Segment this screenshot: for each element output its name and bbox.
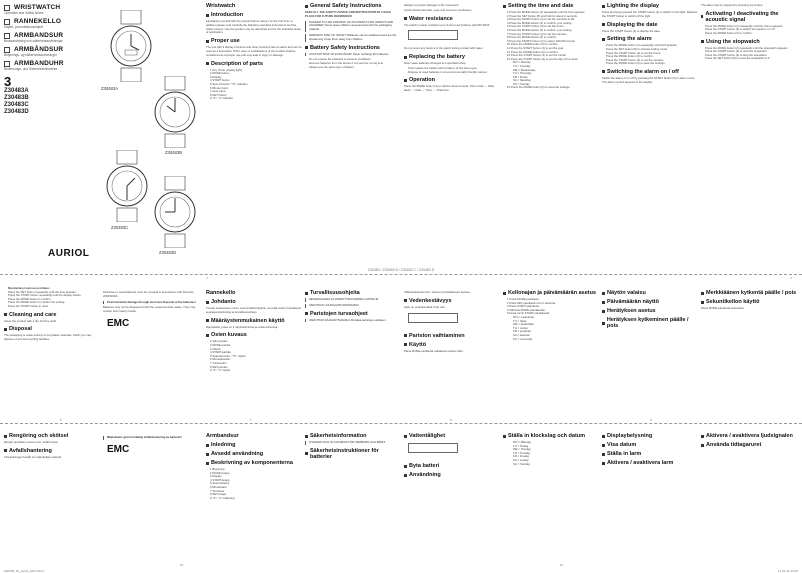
water-symbol-illustration [408,30,458,40]
page-number: 6 [60,418,62,422]
se-col-1 [4,430,100,565]
en-parts-list [206,69,302,101]
list-item: WE = Onsdag [513,447,531,452]
list-item: Press the START button to reset. [8,303,49,308]
watch-d-illustration [153,176,197,248]
list-item: Only replace the battery with a battery of the same type. [408,65,478,70]
fi-purpose-text: Rannekello, jossa on 9 näyttötoimintoa ja muita toimintoja. [206,324,279,329]
en-purpose-text: The unit with 9 display functions and other functions has an alarm and can be used as a stopwatch. Other uses or modifications of the product shall be considered as improper use and may lead to injury or damage. [206,45,302,57]
list-item: 6 Minuuttiosoitin [210,357,231,362]
fi-col-6 [503,287,599,417]
fi-col-1 [4,287,100,417]
fi-heading-disposal: Disposal [4,326,100,332]
cover-lang-fi-sub: Käyttö- ja turvallisuusohjeet [4,25,43,29]
cover-lang-dk: ARMBÅNDSUR [14,46,64,53]
list-item: 8 Press the MODE button (2) to confirm. [507,35,557,40]
fi-care-text: Clean the product with a dry, lint-free cloth. [4,318,57,323]
cover-models [4,88,92,116]
list-item: 2 Press the SET button (8) and hold for about 2 seconds. [507,13,578,18]
se-heading-care: Rengöring och skötsel [4,433,100,439]
se-heading-purpose: Avsedd användning [206,451,302,457]
se-heading-date: Visa datum [602,442,698,448]
en-heading-alarm: Setting the alarm [602,36,698,42]
water-symbol-illustration [408,443,458,453]
en-warning-battery: WARNING! RISK OF INJURY! Batteries can be swallowed and are life-threatening. Keep them away from children. [305,34,401,42]
en-battery-caution: CAUTION! RISK OF EXPLOSION! Never recharge the batteries. [305,53,401,57]
illustration-panel [95,0,203,263]
list-item: 8 SET-knapp [210,492,227,497]
fi-heading-stopwatch: Sekuntikellon käyttö [701,299,799,305]
en-text: display to prevent damage to the movement. [404,3,460,7]
en-col-5 [602,0,698,263]
list-item: Press the SET button (8) to activate setting mode. [606,46,668,51]
list-item: 4 START-knapp [210,477,230,482]
fi-heading-parts: Osien kuvaus [206,332,302,338]
en-heading-light: Lighting the display [602,3,698,9]
band1-sub-label: Z30483 / Z30483 B / Z30483 C / Z30483 D [367,268,435,272]
list-item: 3 Paina START-painiketta. [507,304,540,309]
en-operation-text: Press the MODE button (2) to call the desired mode: Time mode → Daily alarm → Date → Timer → Dual time. [404,84,495,92]
en-heading-wristwatch: Wristwatch [206,3,236,9]
list-item: 3 Display [210,474,222,479]
flag-se-icon [4,33,10,39]
cover-lang-se-sub: Bruksanvisning och säkerhetsanvisningar [4,39,63,43]
en-light-text: Press and keep pressed the START button (4) to switch on the light. Release the START button to switch off the light. [602,10,698,18]
finnish-spread [0,287,802,417]
en-heading-purpose: Proper use [206,38,302,44]
list-item: Press the MODE button (2) repeatedly until the chime appears. [705,23,784,28]
en-heading-water: Water resistance [404,16,500,22]
list-item: 9 Press the START button (4) to select 12h/24h format. [507,38,576,43]
en-heading-battery: Battery Safety Instructions [305,45,401,51]
fi-disposal-text: The packaging is made entirely of recyclable materials, which you may dispose of at local recycling facilities. [4,333,92,342]
list-item: Press the MODE button to confirm. [8,296,52,301]
se-care-text: Rengör produkten med en torr, luddfri trasa. [4,440,59,444]
fi-water-text: Kello on vedenkestävä 3 bar asti. [404,304,446,309]
list-item: Remove batteries from the device if not used for a long time. [309,60,384,65]
list-item: Press the START button (4) to start the stopwatch. [705,49,768,54]
se-heading-operation: Användning [404,472,500,478]
en-heading-parts: Description of parts [206,61,302,67]
list-item: 3 Press the START button (4) to set the seconds to 00. [507,17,575,22]
list-item: 6 Minute hand [210,85,228,90]
list-item: 13 Press the START button (4) to set the month. [507,53,567,58]
fi-col-2 [103,287,199,417]
fi-battery-warning: VAROITUS! RÄJÄHDYSVAARA! Älä lataa paristoja uudelleen. [305,319,401,323]
page-number: 3 [206,276,208,280]
list-item: 2 Paina SET-painiketta noin 2 sekuntia. [507,300,556,305]
watch-a-label: Z30483A [101,86,118,91]
list-item: 9 "4" / "2" indikering [210,495,235,500]
page-number: 11 [560,563,564,567]
list-item: 1 Belysning [210,467,225,471]
se-heading-set-time: Ställa in klockslag och datum [503,433,599,439]
fi-heading-operation: Käyttö [404,342,500,348]
list-item: WE = Wednesday [513,67,536,72]
se-col-4 [305,430,401,565]
se-heading-wristwatch: Armbandsur [206,433,239,439]
fi-col-5 [404,287,500,417]
page-number: 8 [450,418,452,422]
list-item: 10 Press the MODE button (2) to confirm. [507,42,559,47]
en-col-4 [503,0,599,263]
en-heading-set-time: Setting the time and date [503,3,599,9]
se-disposal-text: Förpackningen består av miljövänliga material. [4,454,62,459]
list-item: SA = lauantai [513,332,530,337]
list-item: 6 Press the MODE button (2) to confirm your setting. [507,27,573,32]
fi-col-4 [305,287,401,417]
fi-env-text: Batteries may not be disposed of with the usual domestic waste. They may contain toxic heavy metals. [103,305,196,314]
list-item: 8 SET-painike [210,364,228,369]
se-col-6 [503,430,599,565]
cover-lang-fi: RANNEKELLO [14,18,62,25]
list-item: 9 "4" / "2" indicator [210,96,234,101]
se-col-2 [103,430,199,565]
list-item: 12 Press the MODE button (2) to confirm. [507,49,559,54]
en-heading-acoustic: Activating / deactivating the acoustic signal [701,11,799,23]
list-item: Press the START button (4) to set the minutes. [606,57,664,62]
watch-c-label: Z30483C [111,225,129,230]
list-item: 4 START-painike [210,350,231,355]
list-item: FR = Fredag [513,454,529,459]
list-item: 14 Press the START button (4) to set the day of the week. [507,56,579,61]
list-item: Press the MODE button to confirm the setting. [8,300,66,305]
fi-intro-text: Tutustu tuotteeseen ennen ensimmäistä käyttöä. Lue tätä varten huolellisesti seuraava käyttöohje ja turvallisuusohjeet. [206,306,301,314]
list-item: Dispose of used batteries in an environmentally friendly manner. [408,69,488,74]
flag-dk-icon [4,47,10,53]
list-item: 2 MODE-knapp [210,470,230,475]
se-heading-safety: Säkerhetsinformation [305,433,401,439]
list-item: WE = keskiviikko [513,322,535,327]
se-col-5 [404,430,500,565]
fi-heading-replace: Pariston vaihtaminen [404,333,500,339]
en-heading-intro: Introduction [206,12,302,18]
en-heading-battery-replace: Replacing the battery [404,54,500,60]
en-water-note: Do not press any buttons of the watch during contact with water. [404,46,484,51]
list-item: 9 "4" / "2" näyttö [210,368,231,373]
cover-lang-de: ARMBANDUHR [14,60,64,67]
en-danger-warning: DANGER TO LIFE AND RISK OF ACCIDENTS FOR INFANTS AND CHILDREN! Never leave children unsupervised with the packaging material. [305,21,401,32]
list-item: TU = tiistai [513,318,527,323]
page-number: 4 [790,276,792,280]
list-item: 5 Sekuntiosoitin / "Tri" näyttö [210,353,246,358]
en-battery-note: Note: Have batteries changed at a specialist shop. [404,61,467,66]
list-item: MO = Monday [513,60,531,65]
list-item: Press the SET button repeatedly until the time appears. [8,289,77,294]
fi-heading-purpose: Määräystenmukainen käyttö [206,318,302,324]
fi-col-8 [701,287,799,417]
page-number: 9 [650,418,652,422]
list-item: Press the START button (4) to set the hours. [606,50,662,55]
list-item: 7 Tuntiosoitin [210,360,227,365]
en-safety-intro: KEEP ALL THE SAFETY ADVICE AND INSTRUCTIONS IN A SAFE PLACE FOR FUTURE REFERENCE! [305,10,391,18]
model-a: Z30483A [4,88,29,94]
page-number: 10 [180,563,184,567]
list-item: 2 MODE-painike [210,342,231,347]
en-col-3 [404,0,500,263]
se-heading-replace: Byta batteri [404,463,500,469]
list-item: 1 Press the MODE button (2) repeatedly until the time appears. [507,10,586,14]
en-water-text: The watch is water resistant up to 3 bar in accordance with DIN 8310. [404,22,491,27]
fi-heading-wristwatch: Rannekello [206,290,236,296]
se-heading-alarm: Ställa in larm [602,451,698,457]
se-danger-warning: LIVSFARA OCH OLYCKSRISK FÖR SMÅBARN OCH BARN! [305,441,401,445]
list-item: TH = Thursday [513,71,532,76]
en-text: Avoid contact with skin, eyes and mucous membranes. [404,7,473,12]
list-item: 4 START button [210,78,230,83]
list-item: Press the MODE button (2) to confirm. [606,54,654,59]
fi-col-7 [602,287,698,417]
en-heading-switch-alarm: Switching the alarm on / off [602,69,698,75]
fi-text: Paina MODE-painiketta toistuvasti. [701,306,745,310]
english-spread [0,0,802,263]
se-col-7 [602,430,698,565]
se-heading-battery: Säkerhetsinstruktioner för batterier [305,448,401,460]
en-intro-text: Familiarise yourself with the product before using it for the first time. In addition please read carefully the following operating instructions and the safety notices. Use the product only as described and for the indicated areas of application. [206,19,301,35]
fi-heading-battery: Paristojen turvaohjeet [305,311,401,317]
list-item: SA = Saturday [513,78,531,83]
cover-title-sub: Operation and Safety Notes [4,11,44,15]
en-date-text: Press the START button (4) to display the date. [602,28,661,33]
list-item: SA = Lördag [513,457,529,462]
fi-warning: VAROITUS! LOUKKAANTUMISVAARA! [305,304,401,308]
en-text: The alarm can be stopped by pressing any button. [701,3,764,7]
list-item: 15 Press the MODE button (2) to save the settings. [507,85,571,90]
list-item: Press the MODE button (2) to save the settings. [606,61,666,66]
en-switch-text: Switch the alarm on or off by pressing the START button (4) in alarm mode. The alarm symbol appears in the display. [602,75,696,84]
model-b: Z30483B [4,95,29,101]
fi-col-3 [206,287,302,417]
list-item: 5 Press the START button (4) to set the hours. [507,24,565,29]
emc-logo: EMC [107,443,130,455]
list-item: TH = Torsdag [513,450,530,455]
watch-a-illustration [109,10,153,82]
list-item: 3 Näyttö [210,346,221,351]
cover-lang-de-sub: Bedienungs- und Sicherheitshinweise [4,67,58,71]
se-heading-disposal: Avfallshantering [4,448,100,454]
se-heading-parts: Beskrivning av komponenterna [206,460,302,466]
flag-fi-icon [4,19,10,25]
footer-date: 17.04.12 14:25 [777,569,798,573]
footer-file: Z30483_ID_Auriol_LB4.indd 3 [4,569,45,573]
list-item: 4 Press the MODE button (2) to confirm your setting. [507,20,573,25]
fi-heading-set-time: Kellonajan ja päivämäärän asetus [503,290,599,296]
flag-de-icon [4,61,10,67]
list-item: 2 MODE button [210,71,230,76]
en-col-1 [206,0,302,263]
cover-column [4,0,92,263]
list-item: Press the MODE button (2) repeatedly until the stopwatch appears. [705,45,789,50]
fi-text: Defective or used batteries must be recycled in accordance with Directive 2006/66/EC. [103,290,194,298]
fi-heading-alarm: Herätyksen asetus [602,308,698,314]
watch-c-illustration [105,150,149,222]
list-item: 1 Paina MODE-painiketta. [507,297,540,301]
list-item: 5 Aseta tunnit START-painikkeella. [507,311,550,316]
list-item: MO = maanantai [513,314,534,319]
se-heading-water: Vattentålighet [404,433,500,439]
fi-heading-light: Näytön valaisu [602,290,698,296]
se-env-warning: Miljöskador genom felaktig avfallshantering av batterier! [103,436,199,440]
page-divider [0,423,802,424]
model-d: Z30483D [4,109,29,115]
en-heading-date: Displaying the date [602,22,698,28]
list-item: Do not expose the batteries to extreme conditions. [309,57,372,62]
list-item: MO = Måndag [513,440,531,444]
list-item: TH = torstai [513,325,528,330]
list-item: Muuttaminen ajoissa ja mittaus [8,287,50,290]
se-heading-light: Displaybelysning [602,433,698,439]
list-item: SU = Söndag [513,461,530,466]
flag-gb-icon [4,5,10,11]
auriol-logo: AURIOL [48,248,90,259]
water-symbol-illustration [408,313,458,323]
se-heading-stopwatch: Använda tidtagaruret [701,442,799,448]
list-item: 7 Press the START button (4) to set the minutes. [507,31,568,36]
page-divider [0,274,802,275]
list-item: Press the START button (4) to switch the signal on or off. [705,27,776,32]
model-c: Z30483C [4,102,29,108]
se-col-8 [701,430,799,565]
en-heading-stopwatch: Using the stopwatch [701,39,799,45]
list-item: Press the START button (4) to stop the stopwatch. [705,52,768,57]
list-item: 5 Sekundvisare [210,481,230,486]
fi-heading-date: Päivämäärän näyttö [602,299,698,305]
list-item: FR = perjantai [513,329,531,334]
watch-b-illustration [153,76,197,148]
list-item: Press the MODE button (2) repeatedly until ALM appears. [606,43,678,48]
list-item: 3 Display [210,74,222,79]
emc-logo: EMC [107,317,130,329]
se-heading-intro: Inledning [206,442,302,448]
fi-env-warning: Environmental damage through incorrect disposal of the batteries! [103,301,199,305]
list-item: 7 Hour hand [210,89,226,94]
en-col-2 [305,0,401,263]
list-item: Press the START button repeatedly until the display shows. [8,293,82,298]
se-col-3 [206,430,302,565]
list-item: TU = Tuesday [513,63,531,68]
watch-b-label: Z30483B [165,150,182,155]
list-item: 8 SET button [210,92,227,97]
watch-d-label: Z30483D [159,250,177,255]
page-number: 7 [250,418,252,422]
list-item: 7 Timvisare [210,488,225,493]
list-item: TU = Tisdag [513,443,529,448]
fi-danger-warning: HENGENVAARA JA ONNETTOMUUSRISKI LAPSILLE! [305,298,401,302]
list-item: 4 Vahvista MODE-painikkeella. [507,307,546,312]
fi-heading-water: Vedenkestävyys [404,298,500,304]
list-item: Press the MODE button (2) to confirm. [705,30,753,35]
fi-heading-intro: Johdanto [206,299,302,305]
list-item: SU = Sunday [513,81,530,86]
fi-operation-text: Paina MODE-painiketta valitaksesi halutun tilan. [404,348,464,353]
list-item: 11 Press the START button (4) to set the year. [507,45,565,50]
fi-heading-care: Cleaning and care [4,312,100,318]
list-item: Press the SET button (8) to reset the stopwatch to 0. [705,56,771,61]
fi-heading-safety: Turvallisuusohjeita [305,290,401,296]
se-heading-switch: Aktivera / avaktivera larm [602,460,698,466]
cover-lang-dk-sub: Betjenings- og sikkerhedsanvisninger [4,53,57,57]
list-item: SU = sunnuntai [513,336,533,341]
en-col-6 [701,0,799,263]
se-heading-signal: Aktivera / avaktivera ljudsignalen [701,433,799,439]
en-heading-safety: General Safety Instructions [305,3,401,9]
list-item: FR = Friday [513,74,528,79]
list-item: Always use the same type of battery. [309,64,355,69]
cover-lang-se: ARMBANDSUR [14,32,64,39]
list-item: 6 Minutvisare [210,484,227,489]
list-item: 5 Second hand / "Tri" indicator [210,81,248,86]
en-heading-operation: Operation [404,77,500,83]
list-item: 1 Valo-painike [210,339,228,344]
cover-number: 3 [4,74,12,89]
fi-heading-signal: Merkkiäänen kytkentä päälle / pois [701,290,799,296]
fi-heading-switch: Herätyksen kytkeminen päälle / pois [602,317,698,329]
cover-title: WRISTWATCH [14,4,61,11]
fi-text: Vältä kosketusta ihon, silmien ja limakalvojen kanssa. [404,290,471,294]
list-item: 1 Key (Time, display light) [210,67,243,72]
swedish-spread [0,430,802,573]
